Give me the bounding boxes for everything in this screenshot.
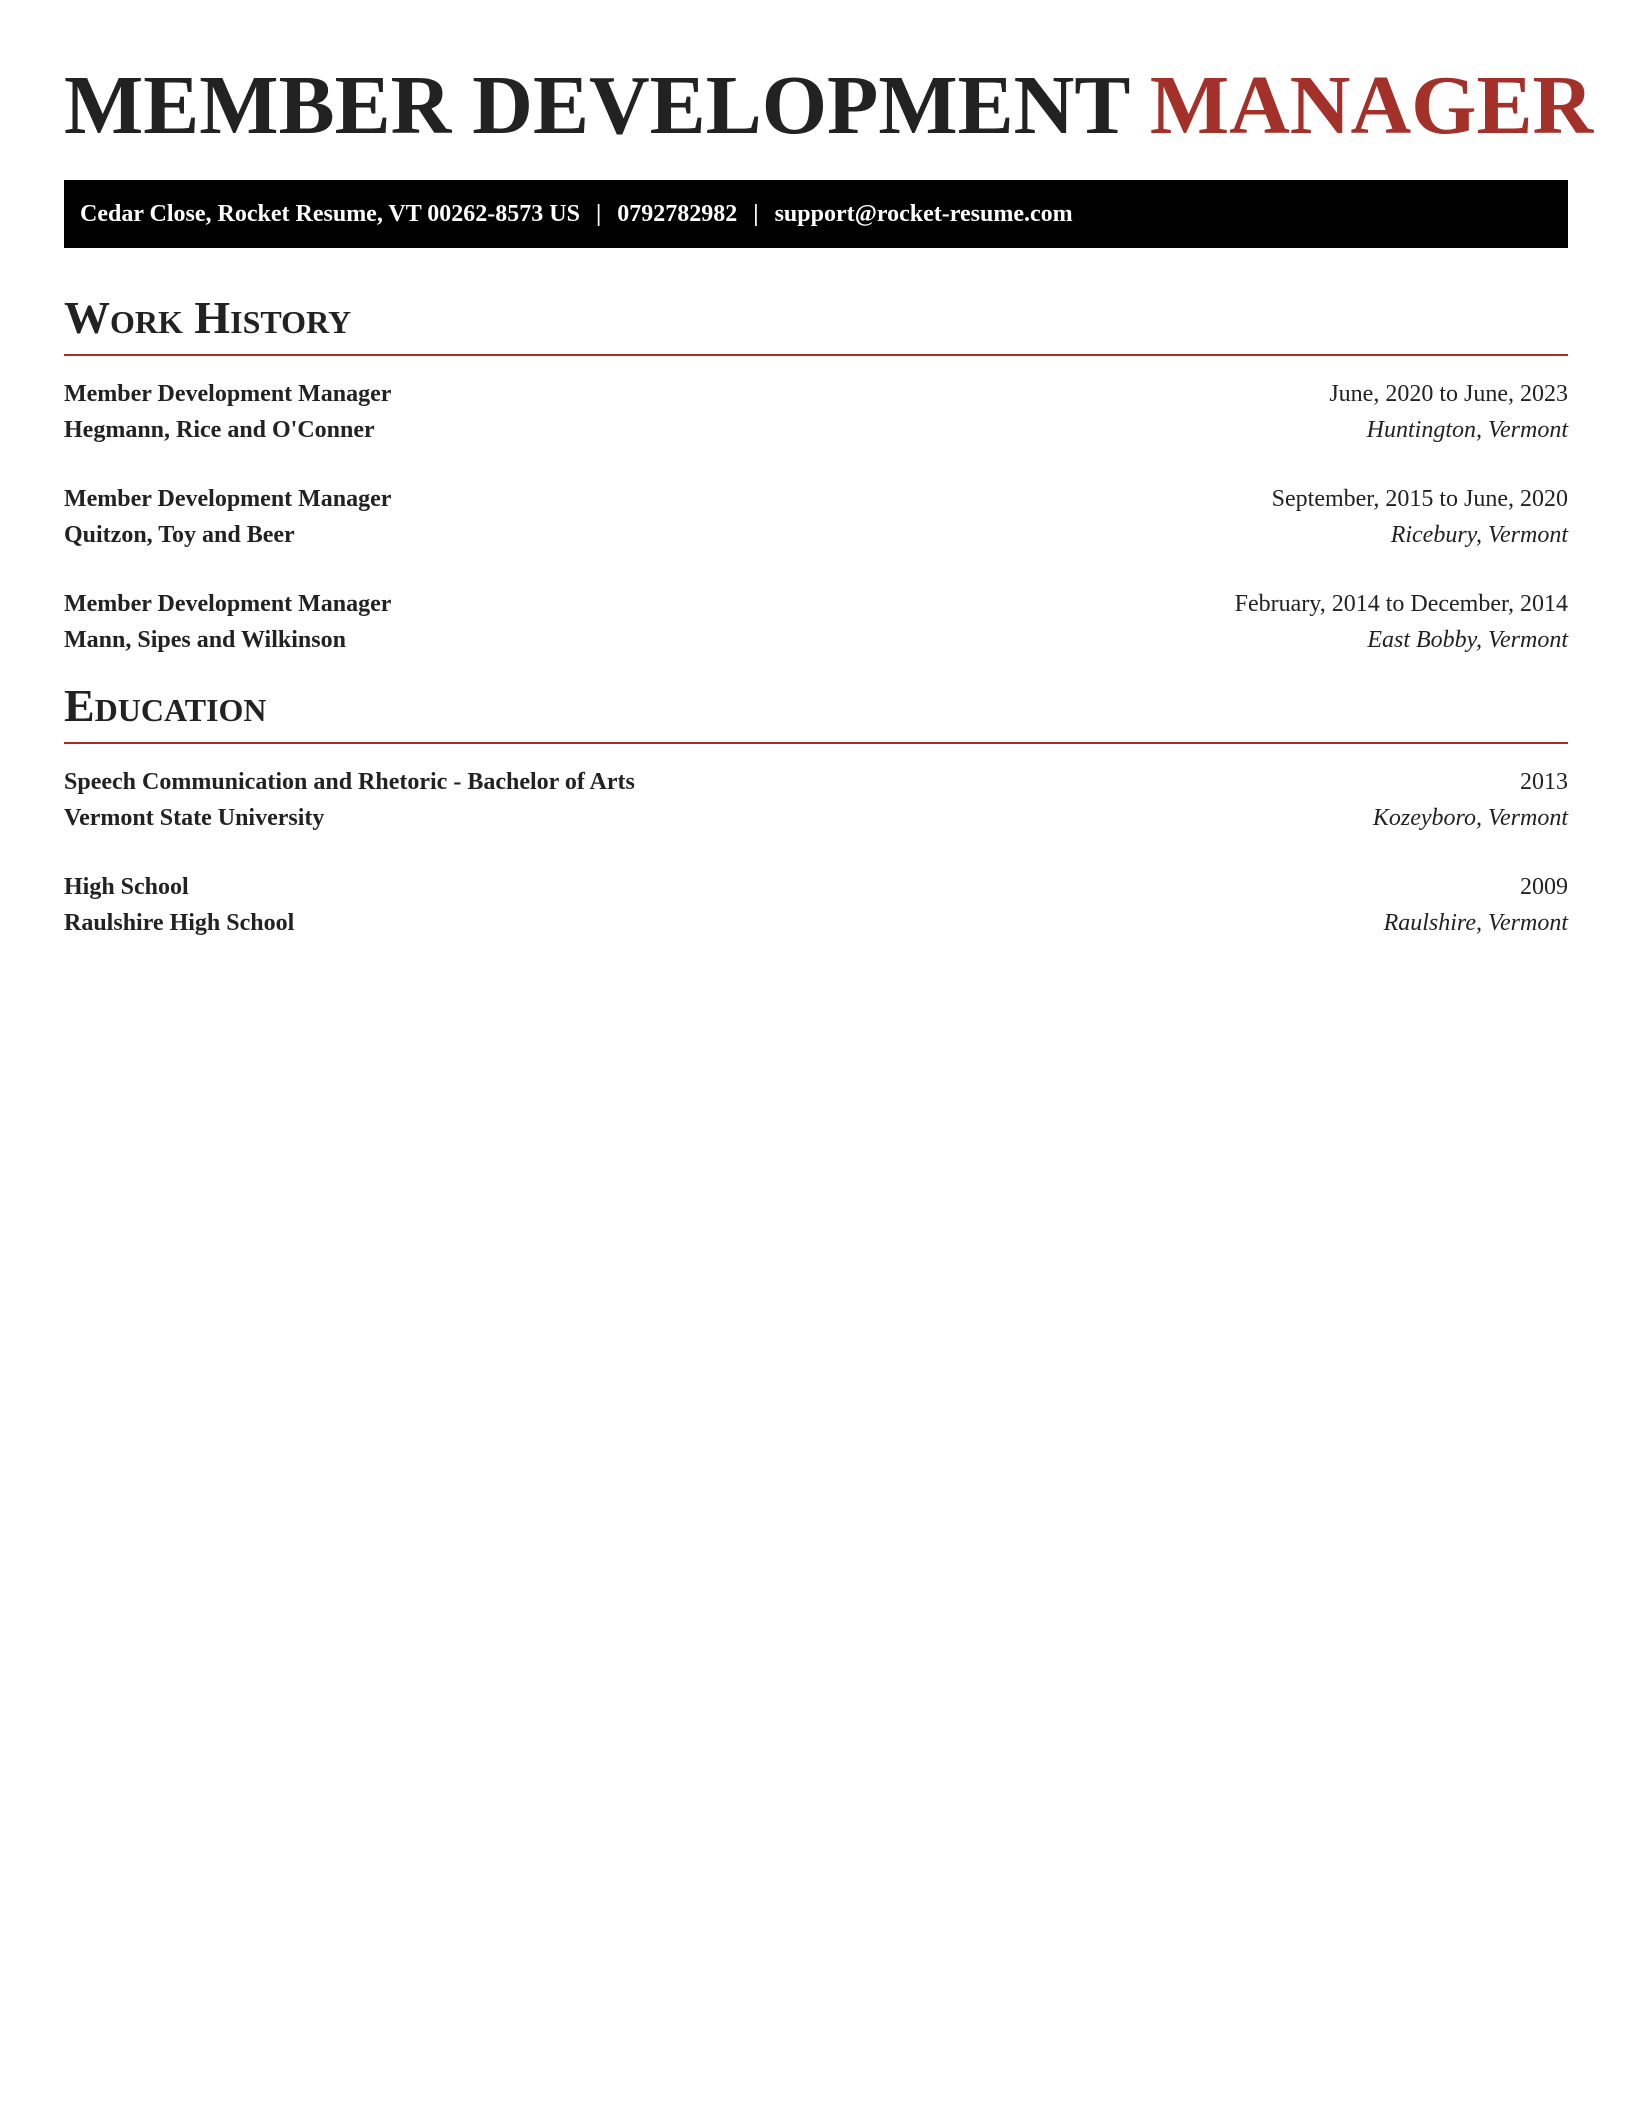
contact-address: Cedar Close, Rocket Resume, VT 00262-8573 US bbox=[80, 200, 580, 227]
education-entry-row bbox=[64, 764, 1568, 800]
education-section bbox=[64, 680, 1568, 941]
contact-email: support@rocket-resume.com bbox=[774, 200, 1073, 227]
contact-separator: | bbox=[753, 200, 759, 227]
job-company: Quitzon, Toy and Beer bbox=[64, 522, 295, 548]
title-main: MEMBER DEVELOPMENT bbox=[64, 59, 1129, 152]
education-entry-row bbox=[64, 905, 1568, 941]
education-year: 2009 bbox=[1520, 874, 1568, 900]
education-degree: Speech Communication and Rhetoric - Bachelor of Arts bbox=[64, 769, 635, 795]
job-role: Member Development Manager bbox=[64, 591, 392, 617]
education-entry bbox=[64, 869, 1568, 941]
job-location: Huntington, Vermont bbox=[1366, 417, 1568, 443]
work-entry-row bbox=[64, 517, 1568, 553]
job-location: Ricebury, Vermont bbox=[1390, 522, 1568, 548]
work-entry bbox=[64, 586, 1568, 658]
section-divider bbox=[64, 354, 1568, 356]
education-year: 2013 bbox=[1520, 769, 1568, 795]
education-school: Raulshire High School bbox=[64, 910, 295, 936]
work-entry bbox=[64, 481, 1568, 553]
work-entry-row bbox=[64, 376, 1568, 412]
work-entry-row bbox=[64, 622, 1568, 658]
education-degree: High School bbox=[64, 874, 189, 900]
job-company: Hegmann, Rice and O'Conner bbox=[64, 417, 375, 443]
contact-bar bbox=[64, 180, 1568, 248]
education-location: Kozeyboro, Vermont bbox=[1372, 805, 1568, 831]
job-role: Member Development Manager bbox=[64, 381, 392, 407]
work-entry-row bbox=[64, 586, 1568, 622]
job-dates: February, 2014 to December, 2014 bbox=[1234, 591, 1568, 617]
contact-phone: 0792782982 bbox=[617, 200, 738, 227]
work-entry bbox=[64, 376, 1568, 448]
education-entry-row bbox=[64, 869, 1568, 905]
job-dates: September, 2015 to June, 2020 bbox=[1271, 486, 1568, 512]
work-entry-row bbox=[64, 481, 1568, 517]
job-dates: June, 2020 to June, 2023 bbox=[1329, 381, 1568, 407]
work-entry-row bbox=[64, 412, 1568, 448]
education-entry bbox=[64, 764, 1568, 836]
job-role: Member Development Manager bbox=[64, 486, 392, 512]
section-divider bbox=[64, 742, 1568, 744]
job-company: Mann, Sipes and Wilkinson bbox=[64, 627, 346, 653]
title-accent: MANAGER bbox=[1149, 59, 1594, 152]
contact-separator: | bbox=[595, 200, 602, 227]
education-entry-row bbox=[64, 800, 1568, 836]
page-title bbox=[64, 56, 1594, 156]
job-location: East Bobby, Vermont bbox=[1367, 627, 1568, 653]
education-location: Raulshire, Vermont bbox=[1383, 910, 1568, 936]
work-history-section bbox=[64, 292, 1568, 658]
education-heading: Education bbox=[64, 680, 267, 731]
education-school: Vermont State University bbox=[64, 805, 325, 831]
work-history-heading: Work History bbox=[64, 292, 352, 343]
